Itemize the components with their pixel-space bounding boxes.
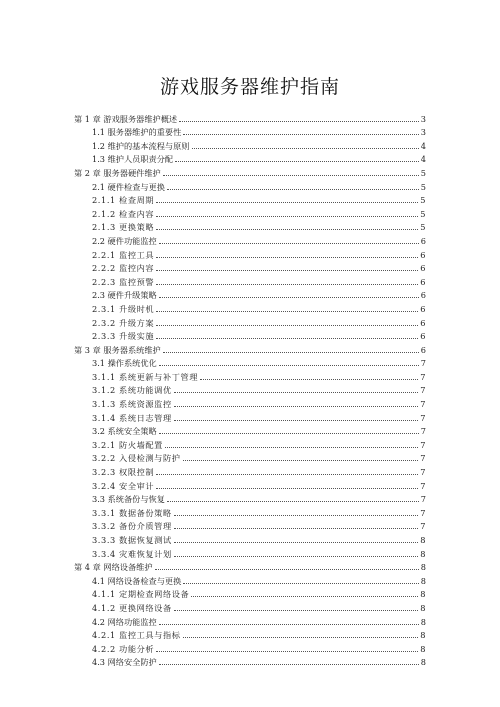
toc-entry[interactable] xyxy=(74,586,426,600)
toc-entry-label: 2.1.3 更换策略 xyxy=(92,222,155,233)
toc-entry-label: 3.1.1 系统更新与补丁管理 xyxy=(92,371,199,382)
toc-entry-page-number: 8 xyxy=(420,575,426,586)
toc-entry-page-number: 6 xyxy=(420,263,426,274)
dot-leader xyxy=(174,406,418,407)
toc-entry-page-number: 8 xyxy=(420,657,426,668)
toc-entry-page-number: 4 xyxy=(420,140,426,151)
toc-entry-label: 2.2.2 监控内容 xyxy=(92,263,155,274)
dot-leader xyxy=(175,161,419,162)
dot-leader xyxy=(156,257,418,258)
toc-entry-label: 2.1.2 检查内容 xyxy=(92,208,155,219)
dot-leader xyxy=(174,392,418,393)
toc-entry[interactable] xyxy=(74,531,426,545)
toc-entry-page-number: 6 xyxy=(420,317,426,328)
toc-entry-page-number: 7 xyxy=(420,453,426,464)
toc-entry-page-number: 6 xyxy=(420,290,426,301)
toc-entry-label: 2.3.2 升级方案 xyxy=(92,317,155,328)
toc-entry-page-number: 8 xyxy=(420,548,426,559)
toc-entry-label: 2.2.3 监控预警 xyxy=(92,276,155,287)
toc-entry-label: 4.1.1 定期检查网络设备 xyxy=(92,589,190,600)
toc-entry[interactable] xyxy=(74,477,426,491)
toc-entry-page-number: 7 xyxy=(420,494,426,505)
dot-leader xyxy=(165,447,418,448)
toc-entry-page-number: 5 xyxy=(420,195,426,206)
dot-leader xyxy=(174,610,418,611)
toc-entry-page-number: 6 xyxy=(420,344,426,355)
toc-entry-page-number: 7 xyxy=(420,385,426,396)
toc-entry-label: 1.2 维护的基本流程与原则 xyxy=(92,140,190,151)
toc-entry-label: 4.2.1 监控工具与指标 xyxy=(92,630,181,641)
page-title: 游戏服务器维护指南 xyxy=(159,76,340,98)
toc-entry-label: 2.3 硬件升级策略 xyxy=(92,290,157,301)
dot-leader xyxy=(174,528,418,529)
dot-leader xyxy=(159,433,419,434)
toc-entry[interactable] xyxy=(74,409,426,423)
dot-leader xyxy=(156,270,418,271)
toc-entry-label: 第 2 章 服务器硬件维护 xyxy=(74,167,161,178)
toc-entry[interactable] xyxy=(74,178,426,192)
toc-entry-label: 3.2.2 入侵检测与防护 xyxy=(92,453,181,464)
toc-entry-page-number: 5 xyxy=(420,208,426,219)
toc-entry-page-number: 7 xyxy=(420,371,426,382)
toc-entry-label: 3.2.1 防火墙配置 xyxy=(92,439,163,450)
dot-leader xyxy=(167,189,419,190)
dot-leader xyxy=(183,134,418,135)
toc-entry-page-number: 8 xyxy=(420,643,426,654)
toc-entry[interactable] xyxy=(74,300,426,314)
dot-leader xyxy=(156,284,418,285)
toc-entry-label: 4.1 网络设备检查与更换 xyxy=(92,575,182,586)
toc-entry-label: 4.2 网络功能监控 xyxy=(92,616,157,627)
toc-entry[interactable] xyxy=(74,572,426,586)
dot-leader xyxy=(183,637,419,638)
toc-entry[interactable] xyxy=(74,110,426,124)
toc-entry[interactable] xyxy=(74,613,426,627)
toc-entry[interactable] xyxy=(74,518,426,532)
toc-entry-page-number: 7 xyxy=(420,507,426,518)
toc-entry[interactable] xyxy=(74,328,426,342)
toc-entry-page-number: 5 xyxy=(420,181,426,192)
toc-entry[interactable] xyxy=(74,273,426,287)
toc-entry[interactable] xyxy=(74,314,426,328)
toc-entry[interactable] xyxy=(74,627,426,641)
dot-leader xyxy=(174,556,418,557)
toc-entry-page-number: 5 xyxy=(420,222,426,233)
toc-entry-label: 4.2.2 功能分析 xyxy=(92,643,155,654)
dot-leader xyxy=(174,542,418,543)
toc-entry-label: 3.1.3 系统资源监控 xyxy=(92,399,172,410)
dot-leader xyxy=(174,420,418,421)
toc-entry-label: 2.1.1 检查周期 xyxy=(92,195,155,206)
toc-entry-page-number: 8 xyxy=(420,535,426,545)
toc-entry-label: 1.3 维护人员职责分配 xyxy=(92,154,174,165)
dot-leader xyxy=(191,596,418,597)
dot-leader xyxy=(183,460,419,461)
toc-entry-label: 3.2 系统安全策略 xyxy=(92,426,157,437)
toc-entry[interactable] xyxy=(74,382,426,396)
toc-entry[interactable] xyxy=(74,640,426,654)
toc-entry-label: 3.3.3 数据恢复测试 xyxy=(92,535,172,545)
dot-leader xyxy=(192,148,419,149)
toc-entry-page-number: 6 xyxy=(420,249,426,260)
toc-entry-page-number: 7 xyxy=(420,426,426,437)
toc-entry[interactable] xyxy=(74,599,426,613)
toc-entry[interactable] xyxy=(74,368,426,382)
toc-entry-page-number: 8 xyxy=(420,630,426,641)
toc-entry[interactable] xyxy=(74,463,426,477)
toc-entry-page-number: 6 xyxy=(420,331,426,342)
table-of-contents xyxy=(74,110,426,667)
toc-entry-page-number: 3 xyxy=(420,127,426,138)
dot-leader xyxy=(155,569,419,570)
toc-entry-label: 4.3 网络安全防护 xyxy=(92,657,157,668)
toc-entry-page-number: 7 xyxy=(420,412,426,423)
dot-leader xyxy=(156,202,418,203)
toc-entry[interactable] xyxy=(74,545,426,559)
toc-entry-page-number: 5 xyxy=(420,167,426,178)
toc-entry-page-number: 6 xyxy=(420,235,426,246)
toc-entry-label: 4.1.2 更换网络设备 xyxy=(92,602,172,613)
toc-entry[interactable] xyxy=(74,654,426,668)
dot-leader xyxy=(156,229,418,230)
toc-entry-page-number: 8 xyxy=(420,616,426,627)
toc-entry-page-number: 7 xyxy=(420,439,426,450)
toc-entry-label: 2.2 硬件功能监控 xyxy=(92,235,157,246)
toc-entry-page-number: 7 xyxy=(420,358,426,369)
toc-entry[interactable] xyxy=(74,504,426,518)
dot-leader xyxy=(163,175,419,176)
toc-entry[interactable] xyxy=(74,164,426,178)
dot-leader xyxy=(159,664,419,665)
toc-entry-label: 3.1.2 系统功能调优 xyxy=(92,385,172,396)
toc-entry-label: 3.1.4 系统日志管理 xyxy=(92,412,172,423)
dot-leader xyxy=(159,297,419,298)
toc-entry-label: 第 1 章 游戏服务器维护概述 xyxy=(74,113,178,124)
toc-entry[interactable] xyxy=(74,450,426,464)
toc-entry-label: 1.1 服务器维护的重要性 xyxy=(92,127,182,138)
toc-entry[interactable] xyxy=(74,137,426,151)
dot-leader xyxy=(159,243,419,244)
dot-leader xyxy=(159,365,419,366)
dot-leader xyxy=(156,651,418,652)
toc-entry-label: 2.2.1 监控工具 xyxy=(92,249,155,260)
toc-entry-label: 2.1 硬件检查与更换 xyxy=(92,181,165,192)
toc-entry-page-number: 7 xyxy=(420,521,426,532)
toc-entry[interactable] xyxy=(74,287,426,301)
toc-entry-page-number: 8 xyxy=(420,589,426,600)
toc-entry[interactable] xyxy=(74,219,426,233)
toc-entry-page-number: 7 xyxy=(420,480,426,491)
toc-entry-label: 3.2.3 权限控制 xyxy=(92,467,155,478)
toc-entry[interactable] xyxy=(74,205,426,219)
toc-entry-page-number: 4 xyxy=(420,154,426,165)
toc-entry[interactable] xyxy=(74,192,426,206)
toc-entry[interactable] xyxy=(74,395,426,409)
toc-entry-label: 2.3.3 升级实施 xyxy=(92,331,155,342)
toc-entry[interactable] xyxy=(74,559,426,573)
toc-entry[interactable] xyxy=(74,246,426,260)
toc-entry[interactable] xyxy=(74,151,426,165)
toc-entry-label: 第 4 章 网络设备维护 xyxy=(74,562,153,573)
toc-entry-label: 2.3.1 升级时机 xyxy=(92,303,155,314)
toc-entry-label: 3.2.4 安全审计 xyxy=(92,480,155,491)
dot-leader xyxy=(156,474,418,475)
dot-leader xyxy=(174,515,418,516)
toc-entry[interactable] xyxy=(74,124,426,138)
toc-entry[interactable] xyxy=(74,260,426,274)
toc-entry[interactable] xyxy=(74,232,426,246)
toc-entry-page-number: 3 xyxy=(420,113,426,124)
dot-leader xyxy=(200,379,418,380)
dot-leader xyxy=(159,624,419,625)
toc-entry-label: 3.3.2 备份介质管理 xyxy=(92,521,172,532)
dot-leader xyxy=(156,488,418,489)
dot-leader xyxy=(183,583,418,584)
toc-entry[interactable] xyxy=(74,423,426,437)
toc-entry-label: 3.1 操作系统优化 xyxy=(92,358,157,369)
dot-leader xyxy=(163,352,419,353)
toc-entry-page-number: 7 xyxy=(420,399,426,410)
toc-entry[interactable] xyxy=(74,355,426,369)
dot-leader xyxy=(156,216,418,217)
dot-leader xyxy=(179,121,419,122)
toc-entry-label: 第 3 章 服务器系统维护 xyxy=(74,344,161,355)
toc-entry[interactable] xyxy=(74,491,426,505)
dot-leader xyxy=(156,311,418,312)
toc-entry-label: 3.3 系统备份与恢复 xyxy=(92,494,165,505)
toc-entry-page-number: 8 xyxy=(420,602,426,613)
toc-entry-label: 3.3.4 灾难恢复计划 xyxy=(92,548,172,559)
toc-entry[interactable] xyxy=(74,341,426,355)
dot-leader xyxy=(156,325,418,326)
dot-leader xyxy=(156,338,418,339)
toc-entry-page-number: 6 xyxy=(420,276,426,287)
toc-entry-page-number: 7 xyxy=(420,467,426,478)
toc-entry-page-number: 8 xyxy=(420,562,426,573)
toc-entry-page-number: 6 xyxy=(420,303,426,314)
toc-entry-label: 3.3.1 数据备份策略 xyxy=(92,507,172,518)
toc-entry[interactable] xyxy=(74,436,426,450)
dot-leader xyxy=(167,501,419,502)
